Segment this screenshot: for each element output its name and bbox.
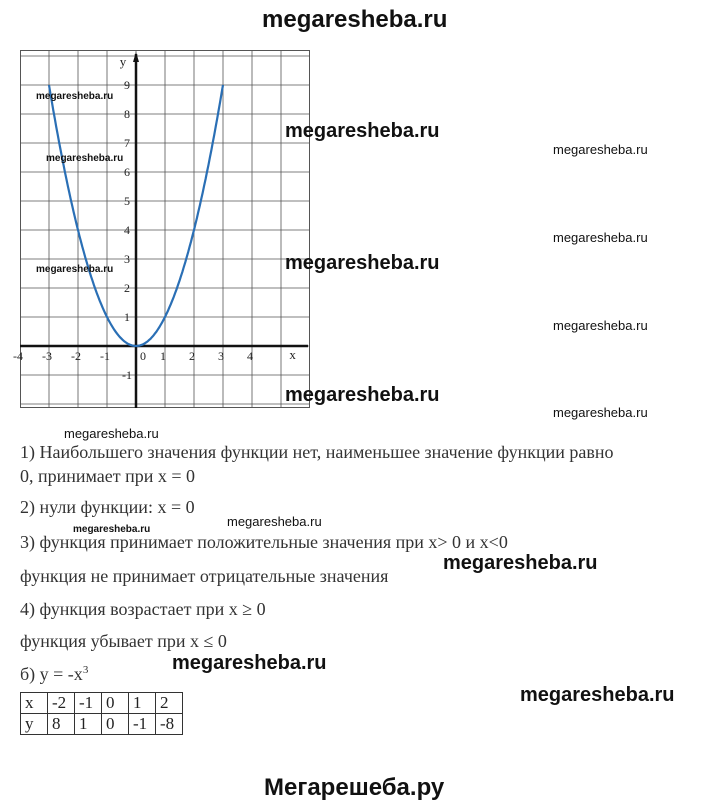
- watermark: megaresheba.ru: [285, 120, 440, 142]
- y-tick-label: 6: [124, 165, 130, 179]
- x-tick-label: 1: [160, 349, 166, 363]
- watermark: megaresheba.ru: [36, 264, 114, 275]
- watermark: megaresheba.ru: [520, 684, 675, 706]
- text-line: 3) функция принимает положительные значения при x> 0 и x<0: [20, 532, 508, 552]
- y-tick-label: 8: [124, 107, 130, 121]
- table-cell: -1: [75, 693, 102, 714]
- watermark: megaresheba.ru: [443, 552, 598, 574]
- formula-line: [20, 664, 88, 685]
- table-cell: -2: [48, 693, 75, 714]
- y-tick-label: 3: [124, 252, 130, 266]
- parabola-graph: [13, 50, 310, 408]
- table-cell: 2: [156, 693, 183, 714]
- table-cell: 1: [129, 693, 156, 714]
- table-cell: y: [21, 714, 48, 735]
- values-table: [20, 692, 183, 735]
- x-tick-label: -3: [42, 349, 52, 363]
- y-tick-label: 7: [124, 136, 130, 150]
- watermark: megaresheba.ru: [172, 652, 327, 674]
- y-axis-label: y: [119, 54, 127, 69]
- y-tick-label: 1: [124, 310, 130, 324]
- x-tick-label: -2: [71, 349, 81, 363]
- watermark: megaresheba.ru: [227, 514, 322, 529]
- x-tick-label: -1: [100, 349, 110, 363]
- watermark: megaresheba.ru: [553, 405, 648, 420]
- text-line: 4) функция возрастает при x ≥ 0: [20, 599, 266, 619]
- formula-text: б) y = -x: [20, 664, 83, 684]
- table-row: [21, 693, 183, 714]
- table-row: [21, 714, 183, 735]
- watermark: megaresheba.ru: [553, 142, 648, 157]
- watermark: megaresheba.ru: [553, 318, 648, 333]
- x-axis-label: x: [289, 347, 296, 362]
- table-cell: 1: [75, 714, 102, 735]
- x-tick-label: 0: [140, 349, 146, 363]
- y-tick-label: 4: [124, 223, 130, 237]
- text-line: 0, принимает при x = 0: [20, 466, 196, 486]
- watermark: megaresheba.ru: [553, 230, 648, 245]
- watermark: megaresheba.ru: [285, 384, 440, 406]
- formula-exponent: 3: [82, 664, 89, 676]
- text-line: 2) нули функции: x = 0: [20, 497, 195, 517]
- table-cell: 8: [48, 714, 75, 735]
- table-cell: -8: [156, 714, 183, 735]
- x-tick-label: -4: [13, 349, 23, 363]
- footer-title: Мегарешеба.ру: [264, 774, 445, 801]
- y-axis-arrow: [133, 52, 139, 62]
- watermark: megaresheba.ru: [36, 91, 114, 102]
- x-tick-label: 4: [247, 349, 253, 363]
- y-tick-label: 5: [124, 194, 130, 208]
- text-line: функция не принимает отрицательные значения: [20, 566, 389, 586]
- table-cell: 0: [102, 714, 129, 735]
- table-cell: -1: [129, 714, 156, 735]
- text-line: функция убывает при x ≤ 0: [20, 631, 227, 651]
- table-cell: x: [21, 693, 48, 714]
- watermark: megaresheba.ru: [73, 524, 151, 535]
- y-tick-label: 9: [124, 78, 130, 92]
- watermark: megaresheba.ru: [46, 153, 124, 164]
- site-title: megaresheba.ru: [262, 6, 448, 33]
- table-cell: 0: [102, 693, 129, 714]
- watermark: megaresheba.ru: [285, 252, 440, 274]
- y-tick-label: -1: [122, 368, 132, 382]
- text-line: 1) Наибольшего значения функции нет, наименьшее значение функции равно: [20, 442, 614, 462]
- watermark: megaresheba.ru: [64, 426, 159, 441]
- x-tick-label: 3: [218, 349, 224, 363]
- y-tick-label: 2: [124, 281, 130, 295]
- x-tick-label: 2: [189, 349, 195, 363]
